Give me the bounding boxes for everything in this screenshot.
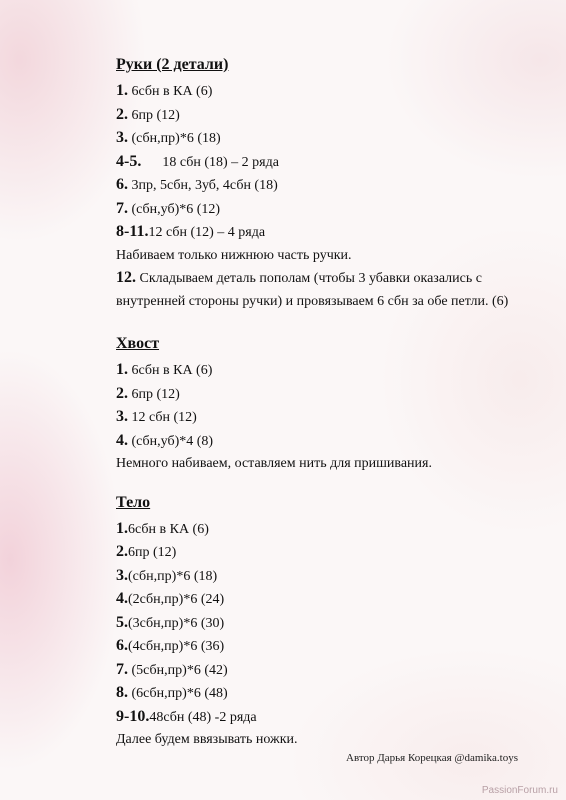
row xyxy=(116,198,536,222)
row-text: Складываем деталь пополам (чтобы 3 убавки оказались с внутренней стороны ручки) и провязываем 6 сбн за обе петли. (6) xyxy=(116,271,509,309)
row xyxy=(116,541,536,565)
row-number: 7. xyxy=(116,199,128,217)
row-number: 4-5. xyxy=(116,152,142,170)
row-number: 6. xyxy=(116,637,128,654)
row-number: 1. xyxy=(116,519,128,537)
row-number: 3. xyxy=(116,566,128,584)
row xyxy=(116,565,536,589)
row-text: (3сбн,пр)*6 (30) xyxy=(128,615,225,631)
row-text: (сбн,пр)*6 (18) xyxy=(128,131,221,146)
row-12 xyxy=(116,267,536,313)
row-number: 12. xyxy=(116,269,136,286)
row-number: 4. xyxy=(116,590,128,607)
row-text: 6пр (12) xyxy=(128,107,180,123)
row xyxy=(116,151,536,175)
section-note-arms: Набиваем только нижнюю часть ручки. xyxy=(116,247,352,263)
row-text: (сбн,уб)*4 (8) xyxy=(128,433,214,449)
rows-tail xyxy=(116,359,536,453)
row-number: 7. xyxy=(116,660,128,678)
row-number: 2. xyxy=(116,105,128,123)
row xyxy=(116,588,536,612)
row-number: 9-10. xyxy=(116,707,150,725)
row xyxy=(116,518,536,542)
row-number: 4. xyxy=(116,431,128,449)
row xyxy=(116,612,536,636)
row-text: 6сбн в КА (6) xyxy=(128,521,209,537)
row-text: 6сбн в КА (6) xyxy=(128,363,213,378)
row xyxy=(116,104,536,128)
section-note-tail: Немного набиваем, оставляем нить для пришивания. xyxy=(116,456,432,471)
row-number: 2. xyxy=(116,543,128,560)
row-text: (4сбн,пр)*6 (36) xyxy=(128,639,225,654)
row xyxy=(116,383,536,407)
section-title-arms: Руки (2 детали) xyxy=(116,56,229,73)
row-number: 1. xyxy=(116,361,128,378)
row-number: 3. xyxy=(116,408,128,425)
section-title-tail: Хвост xyxy=(116,335,160,352)
row-number: 2. xyxy=(116,384,128,402)
row-text: (6сбн,пр)*6 (48) xyxy=(128,686,228,701)
rows-arms xyxy=(116,80,536,245)
row-text: 6пр (12) xyxy=(128,545,177,560)
row-text: (5сбн,пр)*6 (42) xyxy=(128,662,228,678)
row-number: 3. xyxy=(116,129,128,146)
row xyxy=(116,359,536,383)
row-number: 5. xyxy=(116,613,128,631)
row-text: 3пр, 5сбн, 3уб, 4сбн (18) xyxy=(128,178,278,193)
row-text: 6сбн в КА (6) xyxy=(128,84,213,99)
row xyxy=(116,174,536,198)
section-note-body: Далее будем ввязывать ножки. xyxy=(116,732,298,747)
pattern-content xyxy=(116,54,536,752)
row-text: (сбн,пр)*6 (18) xyxy=(128,568,218,584)
row-number: 8-11. xyxy=(116,223,149,240)
row xyxy=(116,221,536,245)
row xyxy=(116,706,536,730)
rows-body xyxy=(116,518,536,730)
row xyxy=(116,659,536,683)
row-text: 6пр (12) xyxy=(128,386,180,402)
row xyxy=(116,682,536,706)
row xyxy=(116,430,536,454)
row-text: 48сбн (48) -2 ряда xyxy=(149,709,257,725)
row-text: 18 сбн (18) – 2 ряда xyxy=(141,154,279,170)
author-credit: Автор Дарья Корецкая @damika.toys xyxy=(346,752,519,764)
row-text: 12 сбн (12) – 4 ряда xyxy=(148,225,266,240)
row-text: 12 сбн (12) xyxy=(128,410,197,425)
row-number: 1. xyxy=(116,82,128,99)
row-number: 8. xyxy=(116,684,128,701)
row xyxy=(116,127,536,151)
row xyxy=(116,635,536,659)
row-text: (2сбн,пр)*6 (24) xyxy=(128,592,225,607)
section-title-body: Тело xyxy=(116,493,151,511)
row xyxy=(116,406,536,430)
watermark: PassionForum.ru xyxy=(481,785,558,796)
row xyxy=(116,80,536,104)
row-text: (сбн,уб)*6 (12) xyxy=(128,201,221,217)
row-number: 6. xyxy=(116,176,128,193)
